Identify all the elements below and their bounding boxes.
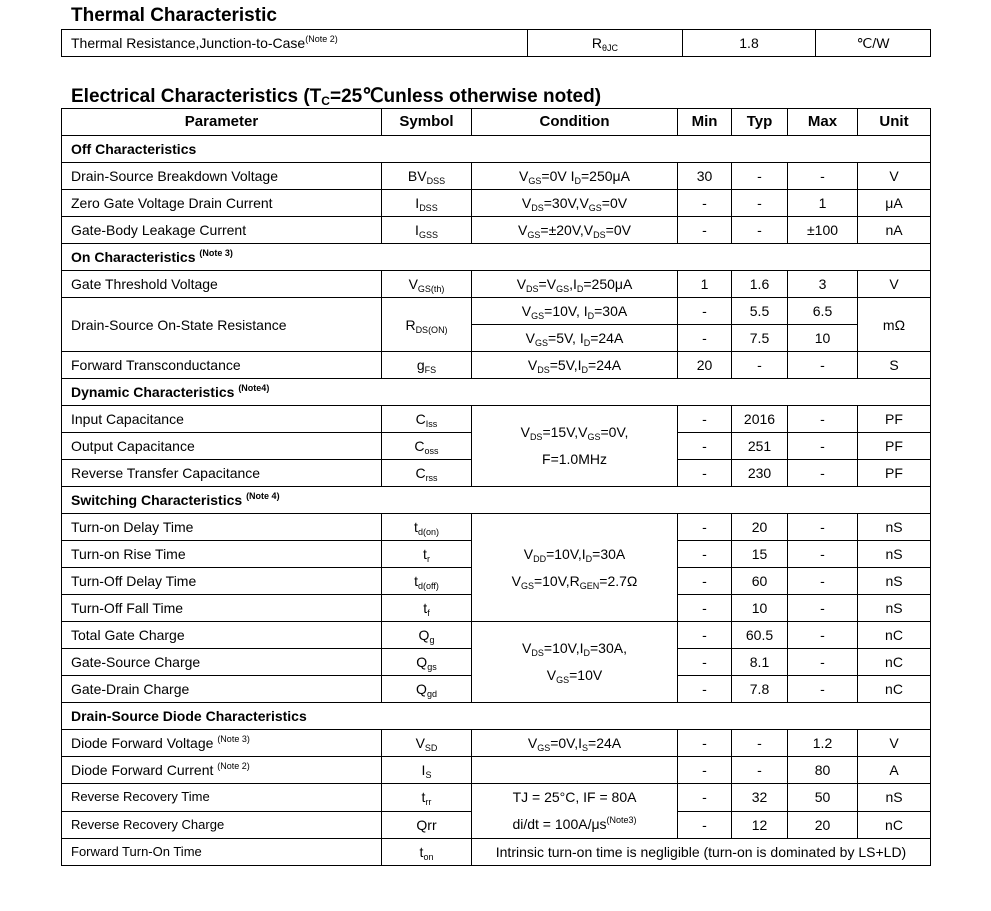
ton-note: Intrinsic turn-on time is negligible (turn-on is dominated by LS+LD) bbox=[472, 839, 931, 866]
table-row bbox=[62, 298, 931, 325]
unit: PF bbox=[858, 433, 931, 460]
condition: $V_{DS}=10V,I_D=30A$, $V_{GS}=10V$ bbox=[472, 622, 678, 703]
typ: 32 bbox=[732, 784, 788, 812]
unit: V bbox=[858, 163, 931, 190]
unit: μA bbox=[858, 190, 931, 217]
param: Turn-on Delay Time bbox=[62, 514, 382, 541]
typ: - bbox=[732, 730, 788, 757]
symbol: $I_S$ bbox=[382, 757, 472, 784]
typ: 7.8 bbox=[732, 676, 788, 703]
table-row bbox=[62, 352, 931, 379]
min: - bbox=[678, 649, 732, 676]
typ: 15 bbox=[732, 541, 788, 568]
unit: V bbox=[858, 271, 931, 298]
unit: A bbox=[858, 757, 931, 784]
col-min: Min bbox=[678, 109, 732, 136]
section-off bbox=[62, 136, 931, 163]
max: 1 bbox=[788, 190, 858, 217]
min: - bbox=[678, 622, 732, 649]
min: 1 bbox=[678, 271, 732, 298]
typ: 251 bbox=[732, 433, 788, 460]
thermal-unit: ℃/W bbox=[816, 30, 931, 57]
table-row bbox=[62, 784, 931, 812]
section-diode bbox=[62, 703, 931, 730]
typ: 20 bbox=[732, 514, 788, 541]
table-row bbox=[62, 839, 931, 866]
max: - bbox=[788, 514, 858, 541]
table-row bbox=[62, 730, 931, 757]
table-row bbox=[62, 163, 931, 190]
unit: nC bbox=[858, 649, 931, 676]
symbol: $g_{FS}$ bbox=[382, 352, 472, 379]
max: 1.2 bbox=[788, 730, 858, 757]
unit: nA bbox=[858, 217, 931, 244]
symbol: $I_{GSS}$ bbox=[382, 217, 472, 244]
param: Zero Gate Voltage Drain Current bbox=[62, 190, 382, 217]
thermal-param: Thermal Resistance,Junction-to-Case$^{(Note 2)}$ bbox=[62, 30, 528, 57]
min: - bbox=[678, 325, 732, 352]
param: Forward Turn-On Time bbox=[62, 839, 382, 866]
typ: 230 bbox=[732, 460, 788, 487]
col-max: Max bbox=[788, 109, 858, 136]
typ: 12 bbox=[732, 811, 788, 839]
typ: 10 bbox=[732, 595, 788, 622]
min: - bbox=[678, 676, 732, 703]
typ: 1.6 bbox=[732, 271, 788, 298]
table-row bbox=[62, 30, 931, 57]
section-title: Dynamic Characteristics $^{(Note4)}$ bbox=[62, 379, 931, 406]
min: - bbox=[678, 460, 732, 487]
table-row bbox=[62, 757, 931, 784]
typ: 2016 bbox=[732, 406, 788, 433]
max: 20 bbox=[788, 811, 858, 839]
symbol: $t_f$ bbox=[382, 595, 472, 622]
param: Drain-Source On-State Resistance bbox=[62, 298, 382, 352]
param: Drain-Source Breakdown Voltage bbox=[62, 163, 382, 190]
thermal-symbol: $R_{\theta JC}$ bbox=[528, 30, 683, 57]
condition: $V_{GS}=10V$, $I_D=30A$ bbox=[472, 298, 678, 325]
symbol: $t_r$ bbox=[382, 541, 472, 568]
unit: nS bbox=[858, 541, 931, 568]
max: - bbox=[788, 649, 858, 676]
max: 3 bbox=[788, 271, 858, 298]
col-unit: Unit bbox=[858, 109, 931, 136]
condition: TJ = 25°C, IF = 80A $di/dt = 100A/\mu s^{(Note3)}$ bbox=[472, 784, 678, 839]
table-row bbox=[62, 190, 931, 217]
param: Gate Threshold Voltage bbox=[62, 271, 382, 298]
section-dynamic bbox=[62, 379, 931, 406]
symbol: $R_{DS(ON)}$ bbox=[382, 298, 472, 352]
symbol: $t_{rr}$ bbox=[382, 784, 472, 812]
min: - bbox=[678, 595, 732, 622]
min: - bbox=[678, 433, 732, 460]
max: 6.5 bbox=[788, 298, 858, 325]
table-row bbox=[62, 622, 931, 649]
condition: $V_{DS}=15V,V_{GS}=0V$, F=1.0MHz bbox=[472, 406, 678, 487]
unit: nS bbox=[858, 514, 931, 541]
unit: mΩ bbox=[858, 298, 931, 352]
param: Output Capacitance bbox=[62, 433, 382, 460]
max: - bbox=[788, 676, 858, 703]
condition: $V_{DS}=V_{GS},I_D=250\mu A$ bbox=[472, 271, 678, 298]
param: Reverse Recovery Charge bbox=[62, 811, 382, 839]
param: Turn-Off Delay Time bbox=[62, 568, 382, 595]
section-title: Off Characteristics bbox=[62, 136, 931, 163]
condition: $V_{GS}=0V$ $I_D=250\mu A$ bbox=[472, 163, 678, 190]
table-row bbox=[62, 406, 931, 433]
param: Gate-Body Leakage Current bbox=[62, 217, 382, 244]
unit: nS bbox=[858, 595, 931, 622]
max: 10 bbox=[788, 325, 858, 352]
param: Forward Transconductance bbox=[62, 352, 382, 379]
table-row bbox=[62, 514, 931, 541]
unit: nC bbox=[858, 676, 931, 703]
section-on bbox=[62, 244, 931, 271]
max: - bbox=[788, 568, 858, 595]
param: Reverse Transfer Capacitance bbox=[62, 460, 382, 487]
symbol: $C_{oss}$ bbox=[382, 433, 472, 460]
min: 30 bbox=[678, 163, 732, 190]
electrical-title: Electrical Characteristics ($T_C=25℃unless$ otherwise noted) bbox=[71, 86, 602, 108]
symbol: $C_{rss}$ bbox=[382, 460, 472, 487]
typ: 7.5 bbox=[732, 325, 788, 352]
min: - bbox=[678, 811, 732, 839]
typ: - bbox=[732, 352, 788, 379]
typ: 60.5 bbox=[732, 622, 788, 649]
max: - bbox=[788, 163, 858, 190]
condition: $V_{GS}=5V$, $I_D=24A$ bbox=[472, 325, 678, 352]
symbol: $V_{GS(th)}$ bbox=[382, 271, 472, 298]
header-row bbox=[62, 109, 931, 136]
unit: S bbox=[858, 352, 931, 379]
thermal-value: 1.8 bbox=[683, 30, 816, 57]
param: Diode Forward Current $^{(Note 2)}$ bbox=[62, 757, 382, 784]
unit: nC bbox=[858, 811, 931, 839]
param: Reverse Recovery Time bbox=[62, 784, 382, 812]
thermal-table bbox=[61, 29, 931, 57]
table-row bbox=[62, 217, 931, 244]
symbol: $C_{Iss}$ bbox=[382, 406, 472, 433]
thermal-title: Thermal Characteristic bbox=[71, 5, 277, 26]
max: - bbox=[788, 352, 858, 379]
section-title: Switching Characteristics $^{(Note 4)}$ bbox=[62, 487, 931, 514]
max: - bbox=[788, 622, 858, 649]
min: - bbox=[678, 541, 732, 568]
section-title: Drain-Source Diode Characteristics bbox=[62, 703, 931, 730]
param: Diode Forward Voltage $^{(Note 3)}$ bbox=[62, 730, 382, 757]
symbol: Qrr bbox=[382, 811, 472, 839]
min: - bbox=[678, 784, 732, 812]
typ: - bbox=[732, 757, 788, 784]
symbol: $t_{d(off)}$ bbox=[382, 568, 472, 595]
typ: 5.5 bbox=[732, 298, 788, 325]
condition: $V_{GS}=0V,I_S=24A$ bbox=[472, 730, 678, 757]
typ: - bbox=[732, 217, 788, 244]
param: Total Gate Charge bbox=[62, 622, 382, 649]
typ: - bbox=[732, 190, 788, 217]
min: - bbox=[678, 730, 732, 757]
symbol: $t_{on}$ bbox=[382, 839, 472, 866]
unit: PF bbox=[858, 460, 931, 487]
param: Turn-Off Fall Time bbox=[62, 595, 382, 622]
param: Input Capacitance bbox=[62, 406, 382, 433]
symbol: $Q_{gs}$ bbox=[382, 649, 472, 676]
symbol: $t_{d(on)}$ bbox=[382, 514, 472, 541]
symbol: $BV_{DSS}$ bbox=[382, 163, 472, 190]
col-condition: Condition bbox=[472, 109, 678, 136]
max: ±100 bbox=[788, 217, 858, 244]
typ: 60 bbox=[732, 568, 788, 595]
condition: $V_{DD}=10V,I_D=30A$ $V_{GS}=10V,R_{GEN}=2.7\Omega$ bbox=[472, 514, 678, 622]
min: - bbox=[678, 217, 732, 244]
max: 50 bbox=[788, 784, 858, 812]
unit: V bbox=[858, 730, 931, 757]
condition: $V_{GS}=\pm 20V,V_{DS}=0V$ bbox=[472, 217, 678, 244]
condition: $V_{DS}=30V,V_{GS}=0V$ bbox=[472, 190, 678, 217]
min: - bbox=[678, 190, 732, 217]
max: - bbox=[788, 406, 858, 433]
table-row bbox=[62, 271, 931, 298]
section-title: On Characteristics $^{(Note 3)}$ bbox=[62, 244, 931, 271]
max: 80 bbox=[788, 757, 858, 784]
max: - bbox=[788, 595, 858, 622]
symbol: $Q_{gd}$ bbox=[382, 676, 472, 703]
param: Turn-on Rise Time bbox=[62, 541, 382, 568]
col-typ: Typ bbox=[732, 109, 788, 136]
unit: nC bbox=[858, 622, 931, 649]
col-parameter: Parameter bbox=[62, 109, 382, 136]
param: Gate-Drain Charge bbox=[62, 676, 382, 703]
symbol: $V_{SD}$ bbox=[382, 730, 472, 757]
unit: nS bbox=[858, 784, 931, 812]
min: - bbox=[678, 568, 732, 595]
symbol: $Q_g$ bbox=[382, 622, 472, 649]
min: - bbox=[678, 406, 732, 433]
unit: PF bbox=[858, 406, 931, 433]
unit: nS bbox=[858, 568, 931, 595]
min: - bbox=[678, 757, 732, 784]
min: - bbox=[678, 514, 732, 541]
max: - bbox=[788, 460, 858, 487]
min: - bbox=[678, 298, 732, 325]
param: Gate-Source Charge bbox=[62, 649, 382, 676]
symbol: $I_{DSS}$ bbox=[382, 190, 472, 217]
max: - bbox=[788, 433, 858, 460]
electrical-table bbox=[61, 108, 931, 866]
min: 20 bbox=[678, 352, 732, 379]
condition: $V_{DS}=5V,I_D=24A$ bbox=[472, 352, 678, 379]
section-switching bbox=[62, 487, 931, 514]
col-symbol: Symbol bbox=[382, 109, 472, 136]
typ: 8.1 bbox=[732, 649, 788, 676]
typ: - bbox=[732, 163, 788, 190]
condition bbox=[472, 757, 678, 784]
max: - bbox=[788, 541, 858, 568]
